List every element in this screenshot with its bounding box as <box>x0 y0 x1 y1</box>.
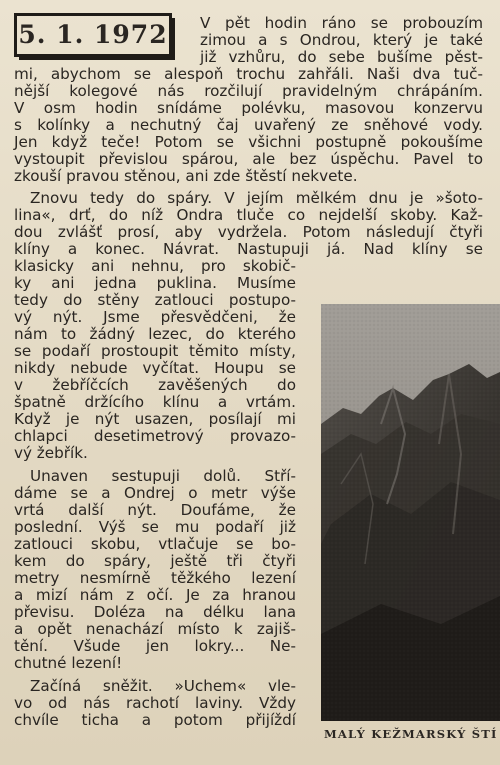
article-line: Znovu tedy do spáry. V jejím mělkém dnu je »šoto- <box>30 189 483 207</box>
article-line: s kolínky a nechutný čaj uvařený ze sněhové vody. <box>14 116 483 134</box>
article-line: tedy do stěny zatlouci postupo- <box>14 291 296 309</box>
article-line: ky ani jedna puklina. Musíme <box>14 274 296 292</box>
article-line: zimou a s Ondrou, který je také <box>200 31 483 49</box>
article-line: nám to žádný lezec, do kterého <box>14 325 296 343</box>
article-line: dou zvlášť prosí, aby vydržela. Potom následují čtyři <box>14 223 483 241</box>
article-line: nikdy nebude vyčítat. Houpu se <box>14 359 296 377</box>
article-line: chlapci desetimetrový provazo- <box>14 427 296 445</box>
date-heading: 5. 1. 1972 <box>18 20 168 49</box>
article-line: klasicky ani nehnu, pro skobič- <box>14 257 296 275</box>
article-line: chutné lezení! <box>14 654 123 672</box>
article-line: špatně držícího klínu a vrtám. <box>14 393 296 411</box>
article-line: vrtá další nýt. Doufáme, že <box>14 501 296 519</box>
article-line: Jen když teče! Potom se všichni postupně pokoušíme <box>14 133 483 151</box>
article-line: tění. Všude jen lokry... Ne- <box>14 637 296 655</box>
article-line: vo od nás rachotí laviny. Vždy <box>14 694 296 712</box>
article-line: mi, abychom se alespoň trochu zahřáli. Naši dva tuč- <box>14 65 483 83</box>
article-line: V pět hodin ráno se probouzím <box>200 14 483 32</box>
article-line: klíny a konec. Návrat. Nastupuji já. Nad klíny se <box>14 240 483 258</box>
article-line: metry nesmírně těžkého lezení <box>14 569 296 587</box>
article-line: Začíná sněžit. »Uchem« vle- <box>30 677 296 695</box>
article-line: chvíle ticha a potom přijíždí <box>14 711 296 729</box>
mountain-peak-image <box>321 304 500 721</box>
article-line: již vzhůru, do sebe bušíme pěst- <box>200 48 483 66</box>
article-line: lina«, drť, do níž Ondra tluče co nejdelší skoby. Kaž- <box>14 206 483 224</box>
article-line: zkouší pravou stěnou, ani zde štěstí nekvete. <box>14 167 358 185</box>
article-line: V osm hodin snídáme polévku, masovou konzervu <box>14 99 483 117</box>
article-line: zatlouci skobu, vtlačuje se bo- <box>14 535 296 553</box>
article-line: Když je nýt usazen, posílají mi <box>14 410 296 428</box>
article-line: a opět nenachází místo k zajiš- <box>14 620 296 638</box>
article-line: nější kolegové nás rozčilují pravidelným chrápáním. <box>14 82 483 100</box>
article-line: vý nýt. Jsme přesvědčeni, že <box>14 308 296 326</box>
article-line: dáme se a Ondrej o metr výše <box>14 484 296 502</box>
article-line: poslední. Výš se mu podaří již <box>14 518 296 536</box>
photo-caption: MALÝ KEŽMARSKÝ ŠTÍ <box>324 727 498 741</box>
article-line: a mizí nám z očí. Je za hranou <box>14 586 296 604</box>
article-line: v žebříčcích zavěšených do <box>14 376 296 394</box>
article-line: vý žebřík. <box>14 444 88 462</box>
date-box <box>14 13 172 57</box>
article-line: převisu. Doléza na délku lana <box>14 603 296 621</box>
mountain-photo <box>321 304 500 721</box>
article-line: Unaven sestupuji dolů. Stří- <box>30 467 296 485</box>
article-line: kem do spáry, ještě tři čtyři <box>14 552 296 570</box>
article-line: se podaří prostoupit těmito místy, <box>14 342 296 360</box>
article-line: vystoupit převislou spárou, ale bez úspěchu. Pavel to <box>14 150 483 168</box>
